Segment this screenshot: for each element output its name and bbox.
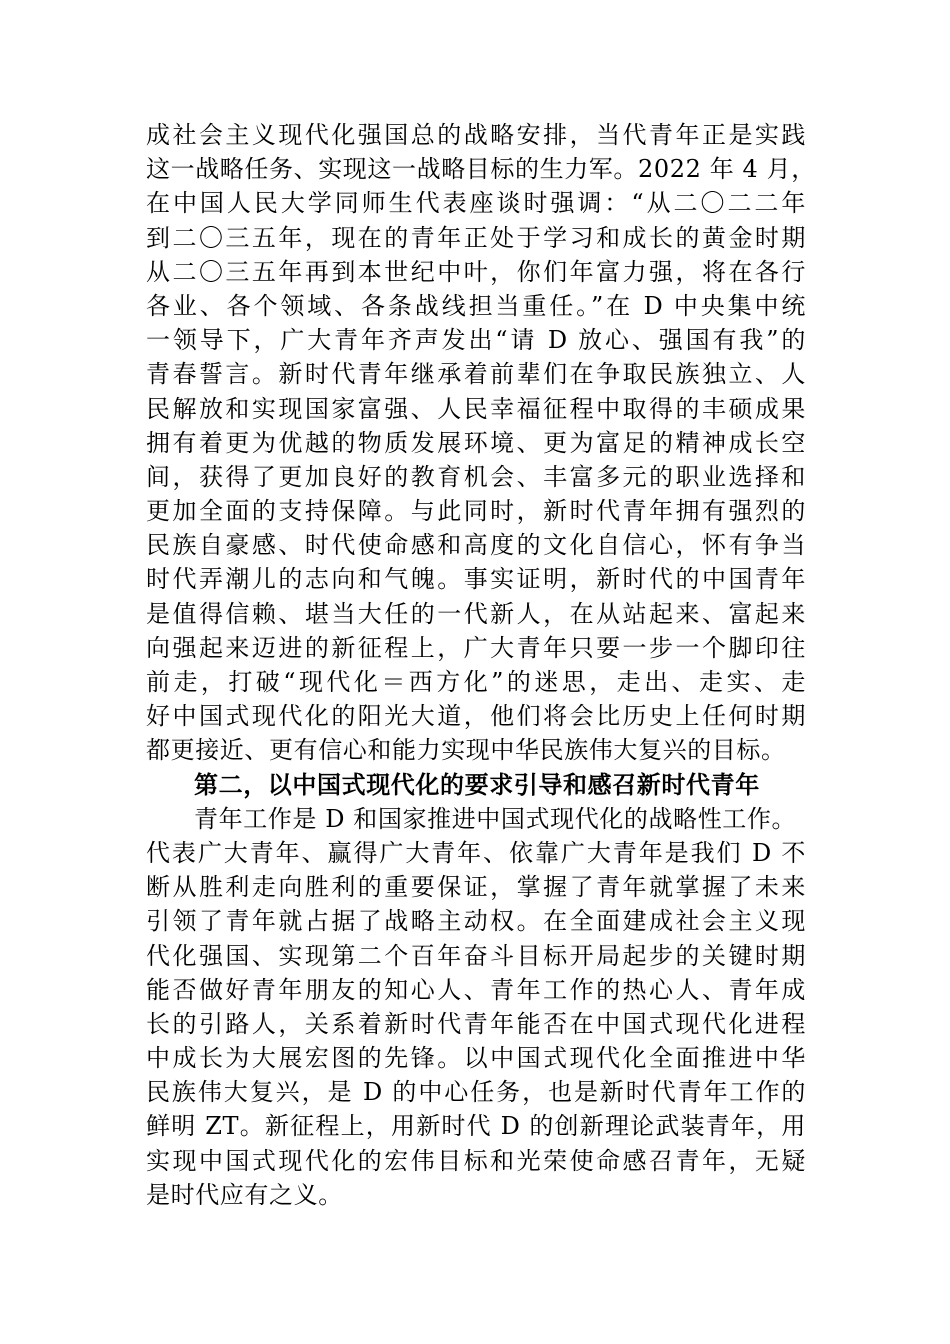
text-line: 断从胜利走向胜利的重要保证，掌握了青年就掌握了未来	[146, 873, 806, 902]
text-line: 能否做好青年朋友的知心人、青年工作的热心人、青年成	[146, 975, 806, 1004]
text-line: 成社会主义现代化强国总的战略安排，当代青年正是实践	[146, 121, 806, 149]
text-line: 在中国人民大学同师生代表座谈时强调：“从二〇二二年	[146, 189, 806, 218]
text-line: 是时代应有之义。	[146, 1180, 343, 1209]
text-line: 一领导下，广大青年齐声发出“请 D 放心、强国有我”的	[146, 326, 806, 355]
text-line: 这一战略任务、实现这一战略目标的生力军。2022 年 4 月，	[146, 155, 816, 184]
text-line: 从二〇三五年再到本世纪中叶，你们年富力强，将在各行	[146, 257, 806, 286]
text-line: 引领了青年就占据了战略主动权。在全面建成社会主义现	[146, 907, 806, 936]
text-line: 好中国式现代化的阳光大道，他们将会比历史上任何时期	[146, 702, 806, 731]
text-line: 青春誓言。新时代青年继承着前辈们在争取民族独立、人	[146, 360, 806, 389]
text-line: 时代弄潮儿的志向和气魄。事实证明，新时代的中国青年	[146, 565, 806, 594]
text-line: 间，获得了更加良好的教育机会、丰富多元的职业选择和	[146, 462, 806, 491]
text-line: 民族自豪感、时代使命感和高度的文化自信心，怀有争当	[146, 531, 806, 560]
text-line: 拥有着更为优越的物质发展环境、更为富足的精神成长空	[146, 428, 806, 457]
text-line: 实现中国式现代化的宏伟目标和光荣使命感召青年，无疑	[146, 1146, 806, 1175]
text-line: 各业、各个领域、各条战线担当重任。”在 D 中央集中统	[146, 291, 806, 320]
text-line: 中成长为大展宏图的先锋。以中国式现代化全面推进中华	[146, 1044, 806, 1073]
text-line: 民族伟大复兴，是 D 的中心任务，也是新时代青年工作的	[146, 1078, 806, 1107]
text-line: 是值得信赖、堪当大任的一代新人，在从站起来、富起来	[146, 599, 806, 628]
text-line: 鲜明 ZT。新征程上，用新时代 D 的创新理论武装青年，用	[146, 1112, 806, 1141]
text-line: 长的引路人，关系着新时代青年能否在中国式现代化进程	[146, 1009, 806, 1038]
text-line: 到二〇三五年，现在的青年正处于学习和成长的黄金时期	[146, 223, 806, 252]
text-line: 更加全面的支持保障。与此同时，新时代青年拥有强烈的	[146, 497, 806, 526]
text-line: 都更接近、更有信心和能力实现中华民族伟大复兴的目标。	[146, 736, 786, 765]
section-heading: 第二，以中国式现代化的要求引导和感召新时代青年	[194, 769, 760, 799]
text-line: 民解放和实现国家富强、人民幸福征程中取得的丰硕成果	[146, 394, 806, 423]
text-line: 代化强国、实现第二个百年奋斗目标开局起步的关键时期	[146, 941, 806, 970]
text-line: 向强起来迈进的新征程上，广大青年只要一步一个脚印往	[146, 633, 806, 662]
document-body	[146, 118, 816, 1212]
text-line: 青年工作是 D 和国家推进中国式现代化的战略性工作。	[194, 804, 797, 833]
text-line: 前走，打破“现代化＝西方化”的迷思，走出、走实、走	[146, 668, 806, 696]
text-line: 代表广大青年、赢得广大青年、依靠广大青年是我们 D 不	[146, 838, 806, 867]
